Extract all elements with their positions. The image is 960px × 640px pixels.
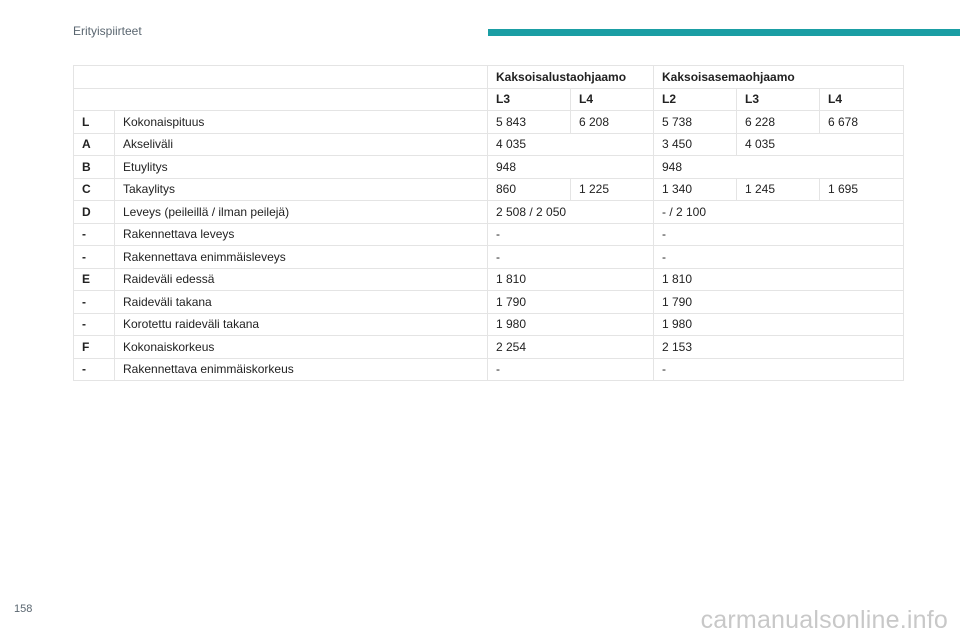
row-label: Kokonaiskorkeus xyxy=(115,336,488,359)
dimensions-table xyxy=(73,65,904,381)
table-row xyxy=(74,358,904,381)
sub-header-cell: L4 xyxy=(571,88,654,111)
value-cell: 4 035 xyxy=(488,133,654,156)
value-cell: 860 xyxy=(488,178,571,201)
value-cell: - xyxy=(488,223,654,246)
table-row xyxy=(74,336,904,359)
value-cell: 1 245 xyxy=(737,178,820,201)
value-cell: 4 035 xyxy=(737,133,904,156)
value-cell: - xyxy=(488,246,654,269)
watermark: carmanualsonline.info xyxy=(700,606,948,634)
sub-header-cell: L3 xyxy=(737,88,820,111)
table-row xyxy=(74,223,904,246)
value-cell: 1 980 xyxy=(654,313,904,336)
row-label: Rakennettava enimmäiskorkeus xyxy=(115,358,488,381)
row-label: Rakennettava leveys xyxy=(115,223,488,246)
value-cell: 1 790 xyxy=(654,291,904,314)
value-cell: - xyxy=(654,358,904,381)
row-label: Etuylitys xyxy=(115,156,488,179)
value-cell: 2 153 xyxy=(654,336,904,359)
table-row xyxy=(74,156,904,179)
value-cell: 1 810 xyxy=(488,268,654,291)
table-row xyxy=(74,178,904,201)
table-corner-cell xyxy=(74,66,488,89)
table-row xyxy=(74,268,904,291)
group-header-double-chassis: Kaksoisalustaohjaamo xyxy=(488,66,654,89)
value-cell: 948 xyxy=(488,156,654,179)
group-header-double-platform: Kaksoisasemaohjaamo xyxy=(654,66,904,89)
value-cell: 3 450 xyxy=(654,133,737,156)
row-label: Korotettu raideväli takana xyxy=(115,313,488,336)
value-cell: - xyxy=(488,358,654,381)
sub-header-cell: L4 xyxy=(820,88,904,111)
value-cell: 1 810 xyxy=(654,268,904,291)
value-cell: 1 225 xyxy=(571,178,654,201)
row-code: - xyxy=(74,358,115,381)
row-label: Takaylitys xyxy=(115,178,488,201)
value-cell: 6 228 xyxy=(737,111,820,134)
row-code: - xyxy=(74,223,115,246)
value-cell: 2 254 xyxy=(488,336,654,359)
value-cell: - xyxy=(654,246,904,269)
value-cell: 1 980 xyxy=(488,313,654,336)
table-corner-cell xyxy=(74,88,488,111)
row-code: F xyxy=(74,336,115,359)
value-cell: 2 508 / 2 050 xyxy=(488,201,654,224)
table-row xyxy=(74,313,904,336)
row-label: Rakennettava enimmäisleveys xyxy=(115,246,488,269)
value-cell: - / 2 100 xyxy=(654,201,904,224)
section-title: Erityispiirteet xyxy=(73,24,142,38)
value-cell: 1 790 xyxy=(488,291,654,314)
page-number: 158 xyxy=(14,603,33,615)
row-code: A xyxy=(74,133,115,156)
row-code: - xyxy=(74,291,115,314)
value-cell: 5 843 xyxy=(488,111,571,134)
table-row xyxy=(74,246,904,269)
row-label: Akseliväli xyxy=(115,133,488,156)
value-cell: 1 695 xyxy=(820,178,904,201)
value-cell: - xyxy=(654,223,904,246)
value-cell: 6 208 xyxy=(571,111,654,134)
row-code: E xyxy=(74,268,115,291)
row-code: B xyxy=(74,156,115,179)
row-label: Kokonaispituus xyxy=(115,111,488,134)
header-accent-bar xyxy=(488,29,960,36)
table-group-header-row xyxy=(74,66,904,89)
value-cell: 948 xyxy=(654,156,904,179)
sub-header-cell: L2 xyxy=(654,88,737,111)
sub-header-cell: L3 xyxy=(488,88,571,111)
row-label: Raideväli takana xyxy=(115,291,488,314)
table-row xyxy=(74,133,904,156)
row-label: Raideväli edessä xyxy=(115,268,488,291)
row-code: D xyxy=(74,201,115,224)
row-label: Leveys (peileillä / ilman peilejä) xyxy=(115,201,488,224)
row-code: - xyxy=(74,246,115,269)
value-cell: 5 738 xyxy=(654,111,737,134)
value-cell: 6 678 xyxy=(820,111,904,134)
value-cell: 1 340 xyxy=(654,178,737,201)
table-row xyxy=(74,201,904,224)
row-code: L xyxy=(74,111,115,134)
table-sub-header-row xyxy=(74,88,904,111)
table-row xyxy=(74,111,904,134)
row-code: - xyxy=(74,313,115,336)
row-code: C xyxy=(74,178,115,201)
table-row xyxy=(74,291,904,314)
